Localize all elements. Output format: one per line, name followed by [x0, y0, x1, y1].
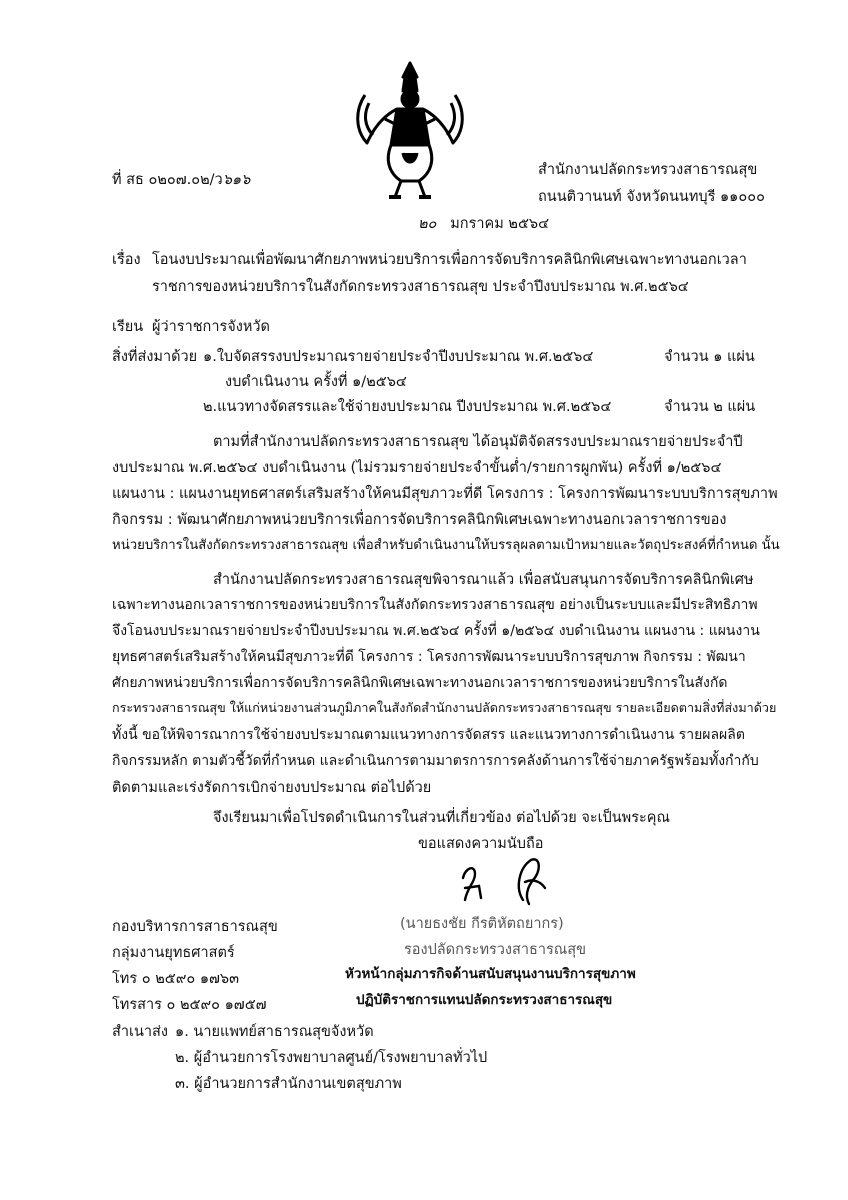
- paragraph-1-line-5: หน่วยบริการในสังกัดกระทรวงสาธารณสุข เพื่อสำหรับดำเนินงานให้บรรลุผลตามเป้าหมายและวัตถุประสงค์ที่กำหนด นั้น: [112, 538, 780, 553]
- signer-title-1: รองปลัดกระทรวงสาธารณสุข: [404, 942, 586, 958]
- paragraph-2-line-9: ติดตามและเร่งรัดการเบิกจ่ายงบประมาณ ต่อไปด้วย: [112, 780, 432, 796]
- cc-item-1: ๑. นายแพทย์สาธารณสุขจังหวัด: [175, 1024, 374, 1040]
- footer-phone: โทร ๐ ๒๕๙๐ ๑๗๖๓: [112, 971, 240, 987]
- garuda-emblem-icon: [345, 55, 475, 205]
- subject-line-2: ราชการของหน่วยบริการในสังกัดกระทรวงสาธารณสุข ประจำปีงบประมาณ พ.ศ.๒๕๖๔: [152, 279, 689, 295]
- subject-line-1: โอนงบประมาณเพื่อพัฒนาศักยภาพหน่วยบริการเพื่อการจัดบริการคลินิกพิเศษเฉพาะทางนอกเวลา: [152, 252, 747, 268]
- paragraph-1-line-1: ตามที่สำนักงานปลัดกระทรวงสาธารณสุข ได้อนุมัติจัดสรรงบประมาณรายจ่ายประจำปี: [213, 434, 743, 450]
- org-address: ถนนติวานนท์ จังหวัดนนทบุรี ๑๑๐๐๐: [538, 189, 765, 205]
- org-name: สำนักงานปลัดกระทรวงสาธารณสุข: [538, 162, 758, 178]
- cc-item-3: ๓. ผู้อำนวยการสำนักงานเขตสุขภาพ: [175, 1076, 402, 1092]
- reference-number: [112, 168, 250, 191]
- cc-item-2: ๒. ผู้อำนวยการโรงพยาบาลศูนย์/โรงพยาบาลทั่วไป: [175, 1050, 488, 1066]
- signer-title-3: ปฏิบัติราชการแทนปลัดกระทรวงสาธารณสุข: [356, 992, 613, 1008]
- paragraph-3: จึงเรียนมาเพื่อโปรดดำเนินการในส่วนที่เกี่ยวข้อง ต่อไปด้วย จะเป็นพระคุณ: [213, 810, 670, 826]
- paragraph-2-line-5: ศักยภาพหน่วยบริการเพื่อการจัดบริการคลินิกพิเศษเฉพาะทางนอกเวลาราชการของหน่วยบริการในสังกัด: [112, 675, 728, 691]
- document-date: [418, 212, 549, 235]
- paragraph-2-line-6: กระทรวงสาธารณสุข ให้แก่หน่วยงานส่วนภูมิภาคในสังกัดสำนักงานปลัดกระทรวงสาธารณสุข รายละเอียดตามสิ่งที่ส่งมาด้วย: [112, 700, 777, 715]
- signer-title-2: หัวหน้ากลุ่มภารกิจด้านสนับสนุนงานบริการสุขภาพ: [345, 966, 636, 982]
- paragraph-1-line-3: แผนงาน : แผนงานยุทธศาสตร์เสริมสร้างให้คนมีสุขภาวะที่ดี โครงการ : โครงการพัฒนาระบบบริการสุขภาพ: [112, 486, 778, 502]
- reference-handwritten-number: ๖๑๖: [222, 172, 251, 188]
- enclosure-1-qty: จำนวน ๑ แผ่น: [664, 349, 755, 365]
- enclosures-label: สิ่งที่ส่งมาด้วย: [112, 349, 198, 365]
- enclosure-2-line-1: ๒.แนวทางจัดสรรและใช้จ่ายงบประมาณ ปีงบประมาณ พ.ศ.๒๕๖๔: [203, 399, 612, 415]
- paragraph-2-line-3: จึงโอนงบประมาณรายจ่ายประจำปีงบประมาณ พ.ศ.๒๕๖๔ ครั้งที่ ๑/๒๕๖๔ งบดำเนินงาน แผนงาน : แผนงาน: [112, 623, 760, 639]
- paragraph-2-line-2: เฉพาะทางนอกเวลาราชการของหน่วยบริการในสังกัดกระทรวงสาธารณสุข อย่างเป็นระบบและมีประสิทธิภาพ: [112, 597, 758, 613]
- paragraph-2-line-1: สำนักงานปลัดกระทรวงสาธารณสุขพิจารณาแล้ว เพื่อสนับสนุนการจัดบริการคลินิกพิเศษ: [213, 572, 754, 588]
- footer-division: กองบริหารการสาธารณสุข: [112, 919, 278, 935]
- closing-text: ขอแสดงความนับถือ: [418, 836, 544, 852]
- footer-fax: โทรสาร ๐ ๒๕๙๐ ๑๗๕๗: [112, 997, 267, 1013]
- recipient-value: ผู้ว่าราชการจังหวัด: [152, 319, 270, 335]
- paragraph-2-line-8: กิจกรรมหลัก ตามตัวชี้วัดที่กำหนด และดำเนินการตามมาตรการการคลังด้านการใช้จ่ายภาครัฐพร้อมทั้งกำกับ: [112, 753, 759, 769]
- enclosure-1-line-2: งบดำเนินงาน ครั้งที่ ๑/๒๕๖๔: [225, 374, 407, 390]
- enclosure-2-qty: จำนวน ๒ แผ่น: [664, 399, 756, 415]
- paragraph-1-line-4: กิจกรรม : พัฒนาศักยภาพหน่วยบริการเพื่อการจัดบริการคลินิกพิเศษเฉพาะทางนอกเวลาราชการของ: [112, 512, 727, 528]
- paragraph-1-line-2: งบประมาณ พ.ศ.๒๕๖๔ งบดำเนินงาน (ไม่รวมรายจ่ายประจำขั้นต่ำ/รายการผูกพัน) ครั้งที่ ๑/๒๕๖๔: [112, 460, 722, 476]
- recipient-label: เรียน: [112, 319, 144, 335]
- date-month-year: มกราคม ๒๕๖๔: [450, 216, 550, 232]
- reference-prefix: ที่ สธ ๐๒๐๗.๐๒/ว: [112, 172, 223, 188]
- footer-group: กลุ่มงานยุทธศาสตร์: [112, 945, 235, 961]
- paragraph-2-line-4: ยุทธศาสตร์เสริมสร้างให้คนมีสุขภาวะที่ดี โครงการ : โครงการพัฒนาระบบบริการสุขภาพ กิจกรรม : พัฒนา: [112, 649, 746, 665]
- date-day-handwritten: ๒๐: [418, 216, 437, 232]
- handwritten-signature-icon: [445, 848, 565, 908]
- subject-label: เรื่อง: [112, 252, 141, 268]
- paragraph-2-line-7: ทั้งนี้ ขอให้พิจารณาการใช้จ่ายงบประมาณตามแนวทางการจัดสรร และแนวทางการดำเนินงาน รายผลผลิต: [112, 727, 745, 743]
- signed-name: (นายธงชัย กีรติหัตถยากร): [400, 916, 564, 932]
- cc-label: สำเนาส่ง: [112, 1024, 168, 1040]
- enclosure-1-line-1: ๑.ใบจัดสรรงบประมาณรายจ่ายประจำปีงบประมาณ พ.ศ.๒๕๖๔: [203, 349, 594, 365]
